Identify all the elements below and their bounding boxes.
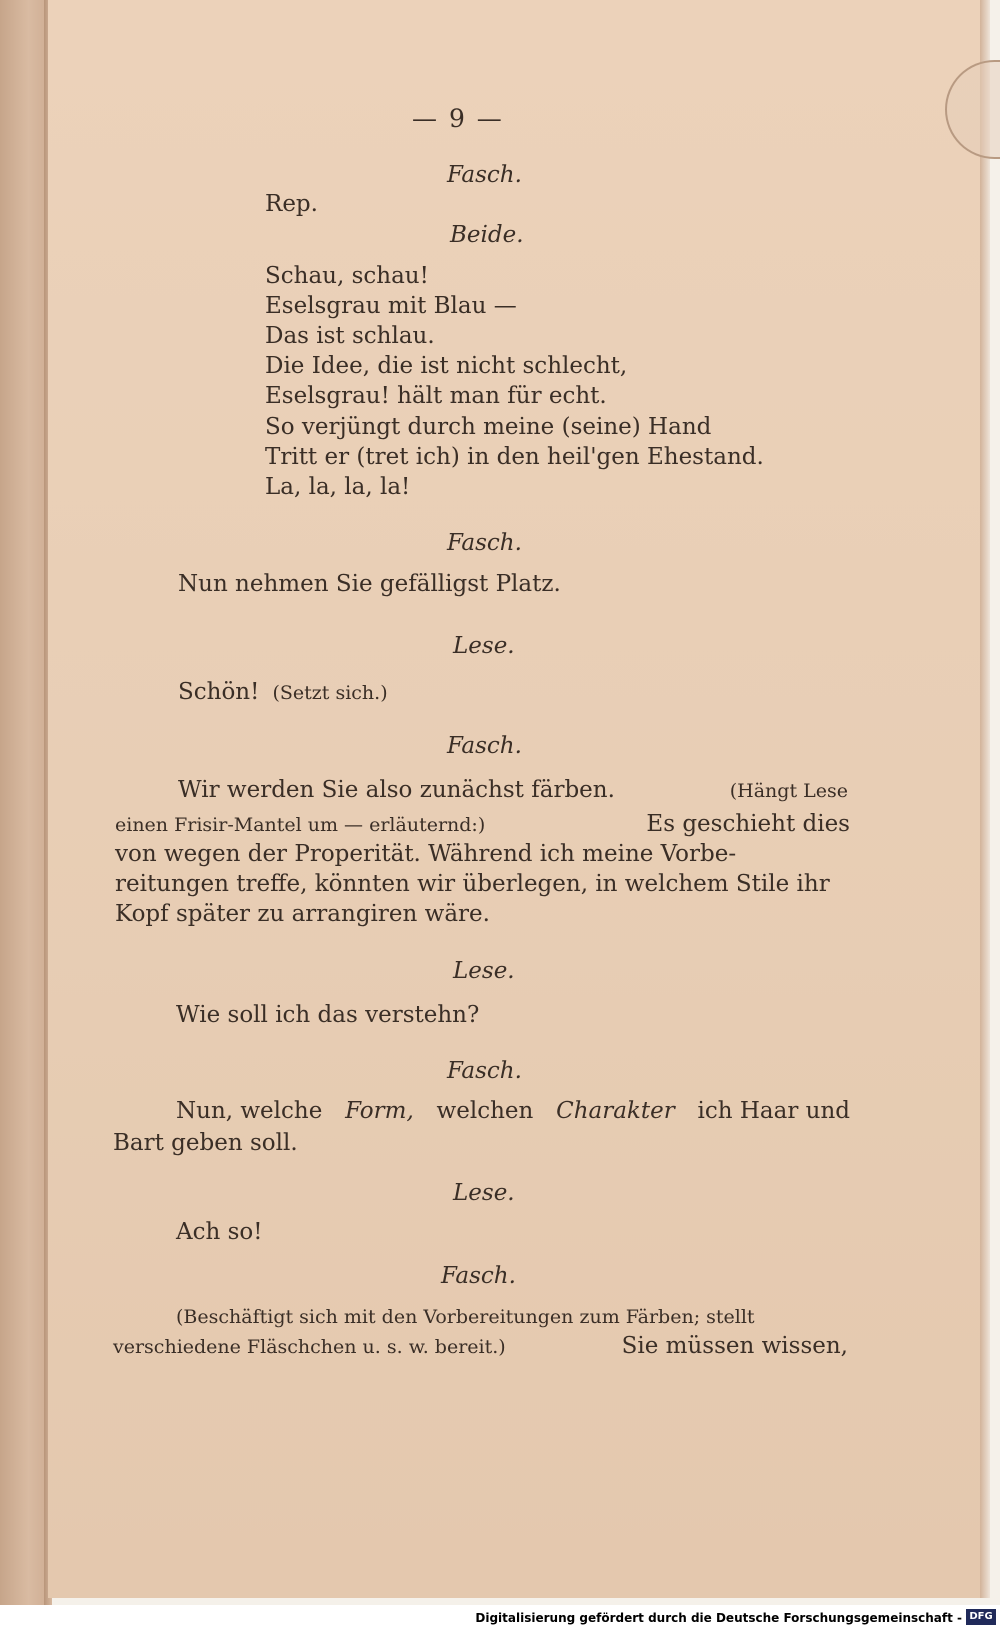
- verse-line: Schau, schau!: [265, 263, 429, 289]
- verse-line: Die Idee, die ist nicht schlecht,: [265, 353, 628, 379]
- stage-direction: verschiedene Fläschchen u. s. w. bereit.): [113, 1336, 506, 1358]
- speaker-fasch: Fasch.: [441, 1263, 516, 1289]
- verse-line: Eselsgrau! hält man für echt.: [265, 383, 607, 409]
- dialogue-line: Wie soll ich das verstehn?: [176, 1002, 480, 1028]
- dialogue-text: Wir werden Sie also zunächst färben.: [178, 777, 615, 803]
- verse-line: Das ist schlau.: [265, 323, 435, 349]
- speaker-beide: Beide.: [450, 222, 524, 248]
- verse-line: Tritt er (tret ich) in den heil'gen Ehestand.: [265, 444, 764, 470]
- emphasis-form: Form,: [345, 1098, 414, 1124]
- stage-direction-line: (Beschäftigt sich mit den Vorbereitungen zum Färben; stellt: [176, 1306, 755, 1328]
- prose-line: reitungen treffe, könnten wir überlegen, in welchem Stile ihr: [115, 871, 830, 897]
- speaker-lese: Lese.: [453, 633, 515, 659]
- stage-direction: einen Frisir-Mantel um — erläuternd:): [115, 814, 486, 836]
- page-number: — 9 —: [412, 104, 504, 133]
- prose-line: [115, 811, 850, 837]
- verse-line: Eselsgrau mit Blau —: [265, 293, 517, 319]
- prose-line: [176, 1098, 850, 1124]
- prose-line: Kopf später zu arrangiren wäre.: [115, 901, 490, 927]
- dialogue-text: welchen: [436, 1098, 534, 1124]
- prose-line: [178, 777, 848, 803]
- verse-line: So verjüngt durch meine (seine) Hand: [265, 414, 712, 440]
- dfg-logo: DFG: [966, 1609, 996, 1625]
- speaker-lese: Lese.: [453, 1180, 515, 1206]
- speaker-fasch: Fasch.: [447, 530, 522, 556]
- dialogue-line: Nun nehmen Sie gefälligst Platz.: [178, 571, 561, 597]
- stage-direction: (Setzt sich.): [272, 682, 388, 704]
- dialogue-line: Ach so!: [176, 1219, 263, 1245]
- prose-line: [113, 1333, 848, 1359]
- prose-line: Bart geben soll.: [113, 1130, 298, 1156]
- speaker-fasch: Fasch.: [447, 1058, 522, 1084]
- speaker-fasch: Fasch.: [447, 162, 522, 188]
- prose-line: von wegen der Properität. Während ich meine Vorbe-: [115, 841, 737, 867]
- footer-credit: Digitalisierung gefördert durch die Deutsche Forschungsgemeinschaft -: [475, 1611, 962, 1625]
- stage-direction: (Hängt Lese: [729, 780, 848, 802]
- page-edge: [980, 0, 990, 1598]
- dialogue-text: ich Haar und: [697, 1098, 850, 1124]
- dialogue-text: Es geschieht dies: [646, 811, 850, 837]
- dialogue-text: Schön!: [178, 679, 260, 705]
- speaker-fasch: Fasch.: [447, 733, 522, 759]
- dialogue-line: [178, 679, 388, 705]
- dialogue-text: Nun, welche: [176, 1098, 323, 1124]
- speaker-lese: Lese.: [453, 958, 515, 984]
- book-spine: [0, 0, 48, 1605]
- digitization-footer: [0, 1605, 1000, 1629]
- verse-line: La, la, la, la!: [265, 474, 411, 500]
- emphasis-charakter: Charakter: [556, 1098, 675, 1124]
- dialogue-text: Sie müssen wissen,: [621, 1333, 848, 1359]
- dialogue-line: Rep.: [265, 191, 318, 217]
